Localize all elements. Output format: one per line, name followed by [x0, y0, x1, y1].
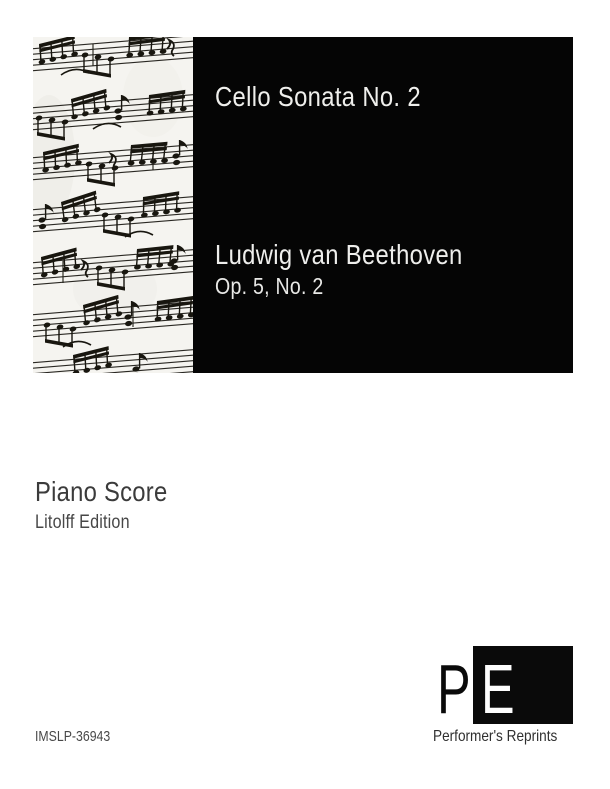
- sheet-music-image: [33, 37, 193, 373]
- cover-banner: [33, 37, 573, 373]
- publisher-name: Performer's Reprints: [433, 728, 558, 745]
- edition-label: Litolff Edition: [35, 512, 130, 533]
- publisher-logo-letter-p: P: [437, 650, 471, 728]
- opus-number: Op. 5, No. 2: [215, 273, 324, 299]
- composer-name: Ludwig van Beethoven: [215, 239, 463, 270]
- publisher-logo-letter-e: E: [481, 650, 515, 728]
- score-type-label: Piano Score: [35, 476, 168, 507]
- imslp-id: IMSLP-36943: [35, 728, 111, 745]
- work-title: Cello Sonata No. 2: [215, 81, 421, 112]
